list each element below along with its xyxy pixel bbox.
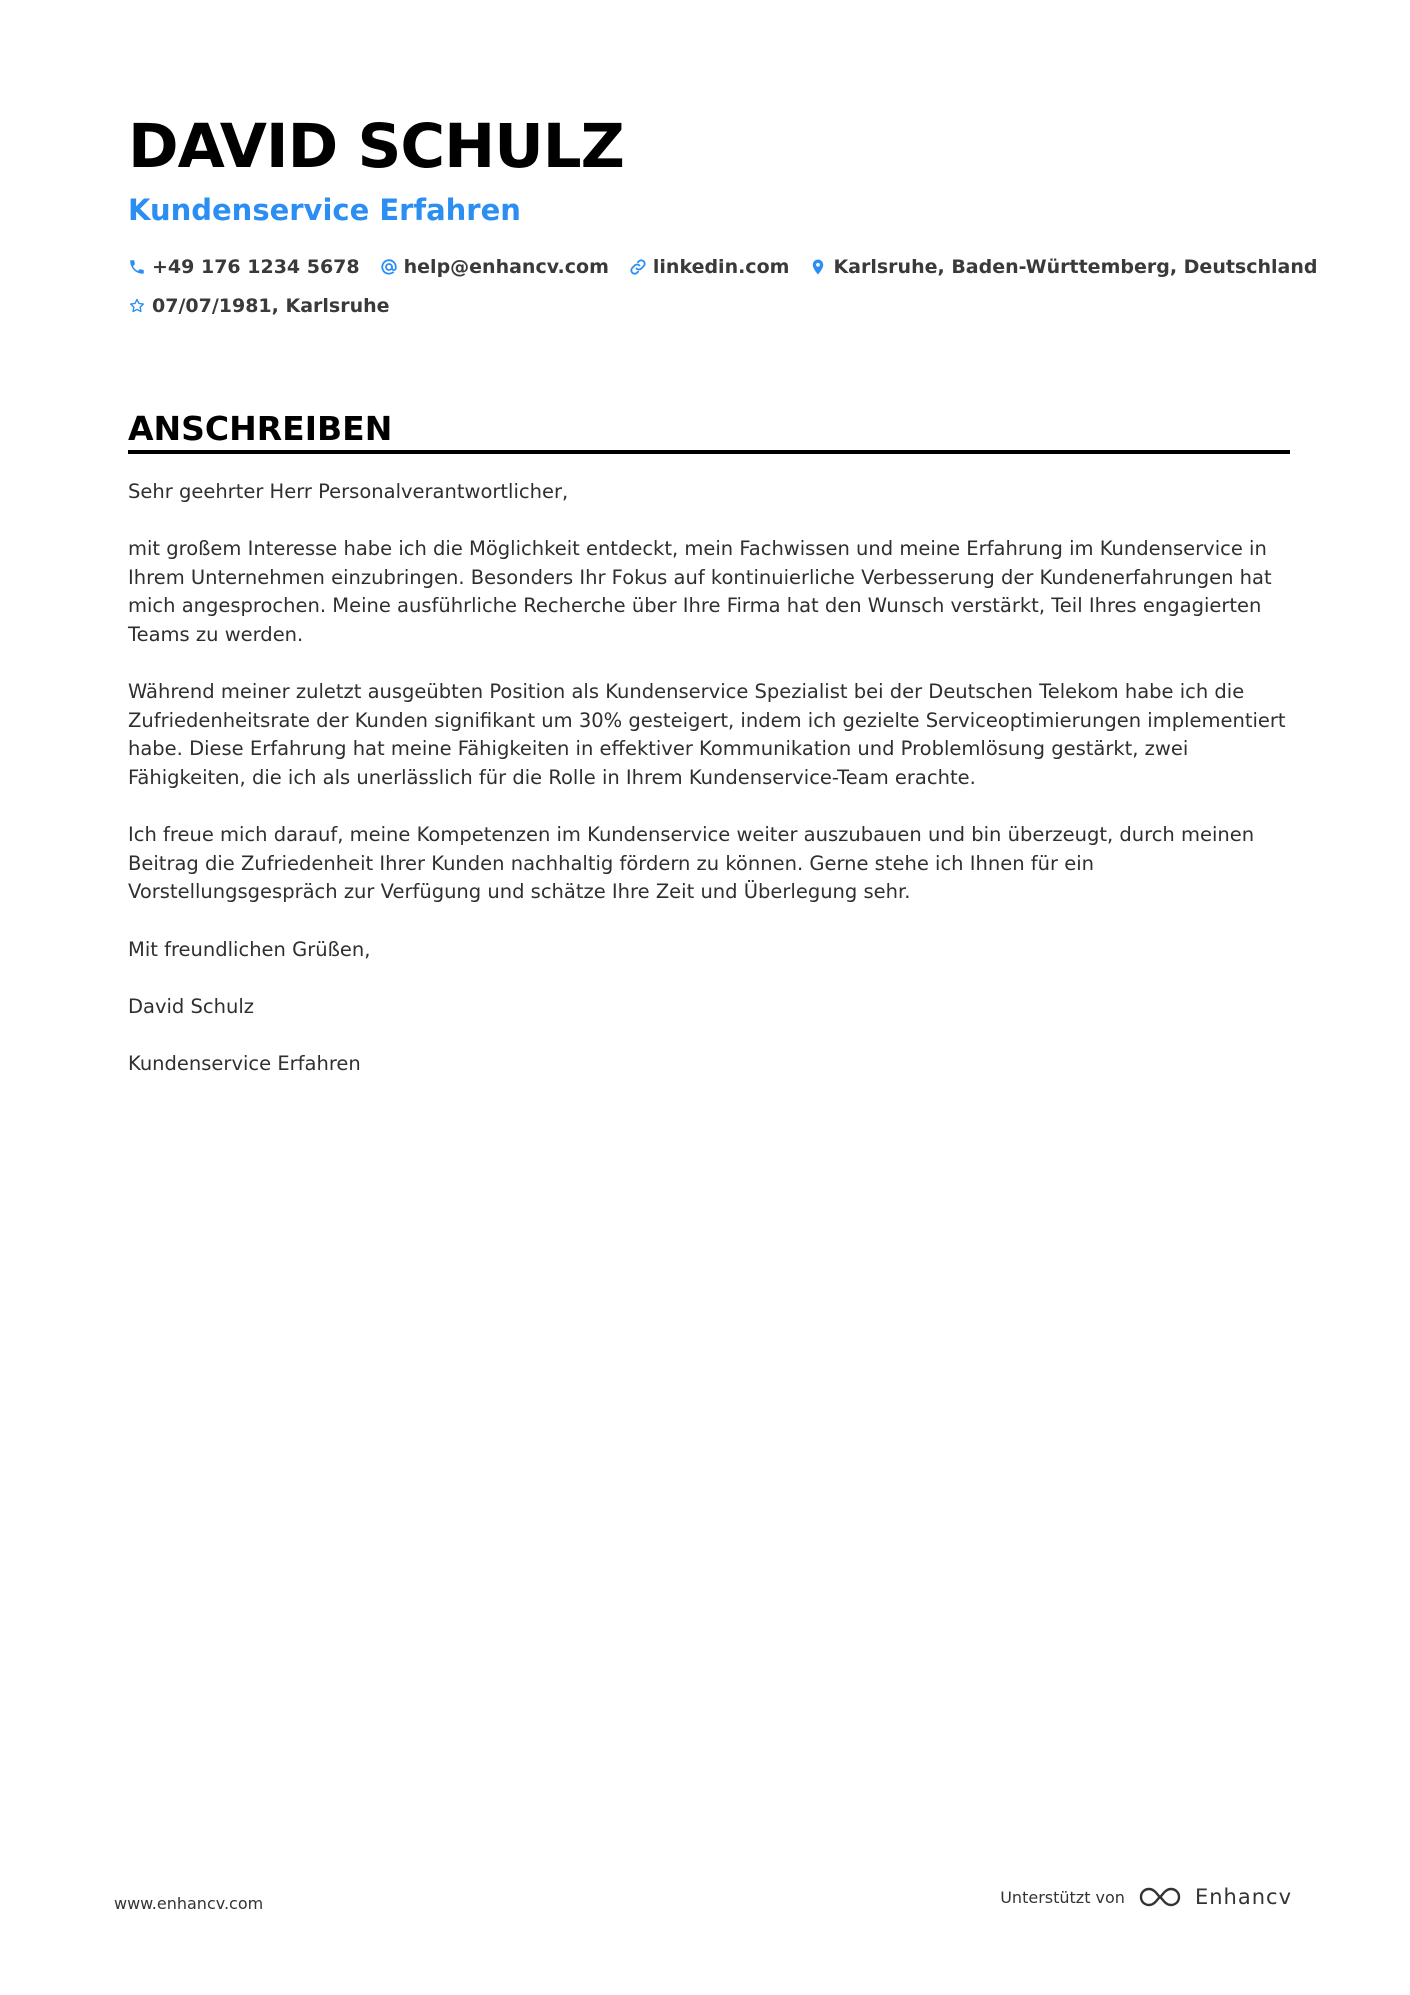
letter-salutation: Sehr geehrter Herr Personalverantwortlicher, [128, 480, 569, 503]
letter-body [128, 478, 1288, 1107]
contact-email[interactable] [380, 256, 609, 278]
contact-linkedin[interactable] [629, 256, 790, 278]
letter-paragraph: Während meiner zuletzt ausgeübten Position als Kundenservice Spezialist bei der Deutschen Telekom habe ich die Zufriedenheitsrate der Kunden signifikant um 30% gesteigert, indem ich gezielte Serviceoptimierungen implementiert habe. Diese Erfahrung hat meine Fähigkeiten in effektiver Kommunikation und Problemlösung gestärkt, zwei Fähigkeiten, die ich als unerlässlich für die Rolle in Ihrem Kundenservice-Team erachte. [128, 680, 1286, 789]
location-text: Karlsruhe, Baden-Württemberg, Deutschland [833, 256, 1318, 278]
contact-location [809, 256, 1317, 278]
brand-link[interactable] [1137, 1884, 1292, 1910]
enhancv-logo-icon [1137, 1884, 1183, 1910]
powered-by-text: Unterstützt von [1000, 1887, 1125, 1907]
section-divider [128, 450, 1290, 454]
star-icon [128, 297, 146, 315]
at-icon [380, 258, 398, 276]
letter-closing: Mit freundlichen Grüßen, [128, 937, 371, 961]
candidate-headline: Kundenservice Erfahren [128, 193, 521, 227]
link-icon [629, 258, 647, 276]
birth-text: 07/07/1981, Karlsruhe [152, 295, 390, 317]
contact-row-1 [128, 252, 1318, 282]
candidate-name: DAVID SCHULZ [128, 111, 624, 182]
contact-row-2 [128, 291, 1288, 321]
email-text[interactable]: help@enhancv.com [403, 256, 609, 278]
signature-title: Kundenservice Erfahren [128, 1051, 361, 1075]
phone-icon [128, 258, 146, 276]
contact-phone [128, 256, 360, 278]
section-title: ANSCHREIBEN [128, 409, 393, 448]
linkedin-text[interactable]: linkedin.com [652, 256, 790, 278]
footer-powered-by [1000, 1884, 1292, 1910]
contact-info [128, 252, 1318, 330]
phone-text: +49 176 1234 5678 [152, 256, 360, 278]
letter-paragraph: mit großem Interesse habe ich die Möglichkeit entdeckt, mein Fachwissen und meine Erfahrung im Kundenservice in Ihrem Unternehmen einzubringen. Besonders Ihr Fokus auf kontinuierliche Verbesserung der Kundenerfahrungen hat mich angesprochen. Meine ausführliche Recherche über Ihre Firma hat den Wunsch verstärkt, Teil Ihres engagierten Teams zu werden. [128, 537, 1272, 646]
signature-name: David Schulz [128, 994, 254, 1018]
letter-paragraph: Ich freue mich darauf, meine Kompetenzen im Kundenservice weiter auszubauen und bin überzeugt, durch meinen Beitrag die Zufriedenheit Ihrer Kunden nachhaltig fördern zu können. Gerne stehe ich Ihnen für ein Vorstellungsgespräch zur Verfügung und schätze Ihre Zeit und Überlegung sehr. [128, 823, 1255, 904]
brand-name: Enhancv [1194, 1885, 1292, 1909]
location-pin-icon [809, 258, 827, 276]
footer-website[interactable]: www.enhancv.com [114, 1894, 264, 1913]
contact-birth [128, 295, 390, 317]
